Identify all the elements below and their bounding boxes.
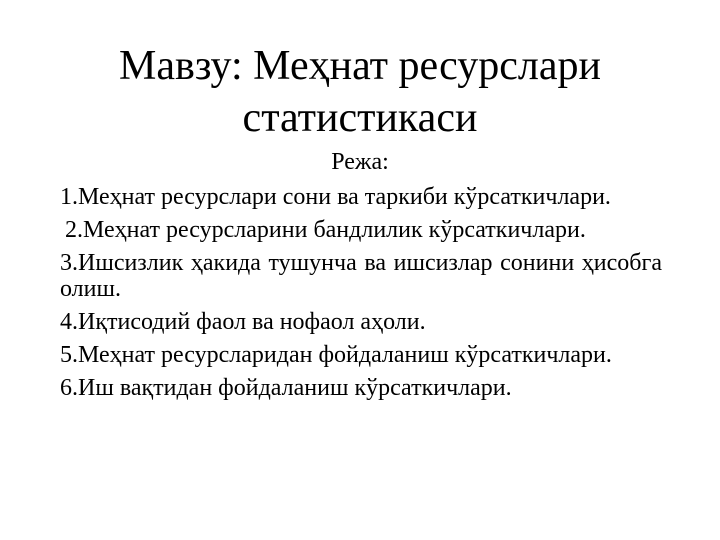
plan-item-5: 5.Меҳнат ресурсларидан фойдаланиш кўрсаткичлари. (60, 342, 612, 368)
slide-title: Мавзу: Меҳнат ресурслари статистикаси (119, 43, 601, 141)
plan-item-3: 3.Ишсизлик ҳакида тушунча ва ишсизлар сонини ҳисобга олиш. (60, 250, 662, 302)
plan-heading: Режа: (331, 149, 389, 175)
plan-item-2: 2.Меҳнат ресурсларини бандлилик кўрсаткичлари. (65, 217, 586, 243)
plan-item-1: 1.Меҳнат ресурслари сони ва таркиби кўрсаткичлари. (60, 184, 611, 210)
plan-list (60, 184, 662, 408)
plan-item-4: 4.Иқтисодий фаол ва нофаол аҳоли. (60, 309, 426, 335)
plan-item-6: 6.Иш вақтидан фойдаланиш кўрсаткичлари. (60, 375, 512, 401)
